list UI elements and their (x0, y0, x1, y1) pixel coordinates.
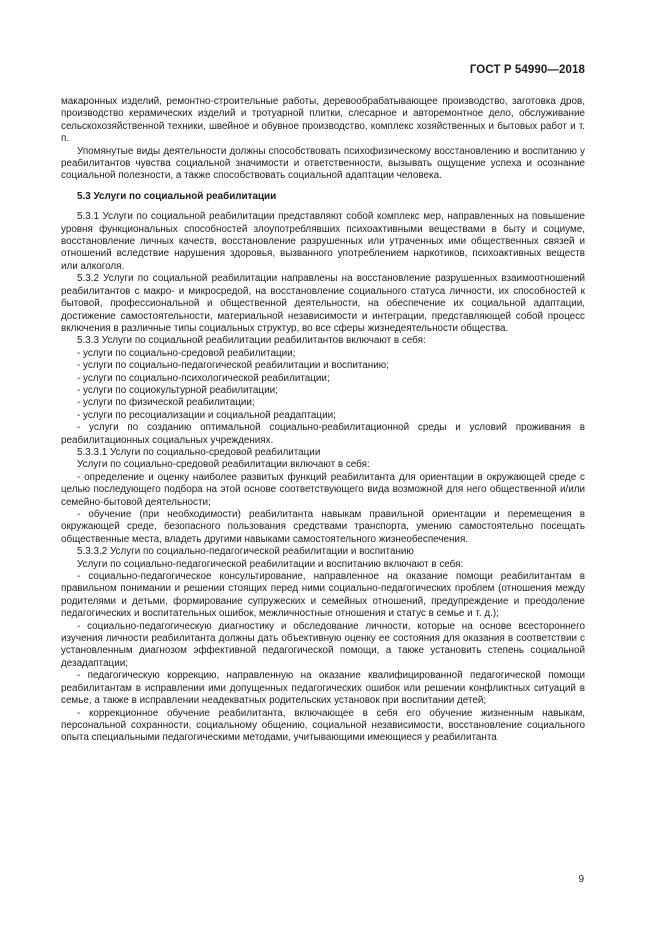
list-item: - услуги по социально-психологической реабилитации; (77, 372, 330, 384)
document-body (61, 96, 585, 745)
paragraph: 5.3.2 Услуги по социальной реабилитации направлены на восстановление разрушенных взаимоотношений реабилитантов с макро- и микросредой, на восстановление социального статуса личности, их способностей к бытовой, профессиональной и общественной деятельности, на обеспечение их социальной адаптации, достижение самостоятельности, материальной независимости и интеграции, представляющей собой процесс включения в различные типы социальных структур, во все сферы жизнедеятельности общества. (61, 273, 585, 334)
list-item: - услуги по созданию оптимальной социально-реабилитационной среды и условий проживания в реабилитационных социальных учреждениях. (61, 422, 585, 446)
section-heading: 5.3 Услуги по социальной реабилитации (77, 190, 277, 202)
paragraph: Услуги по социально-средовой реабилитации включают в себя: (77, 459, 370, 471)
list-item: - услуги по социокультурной реабилитации; (77, 384, 278, 396)
paragraph: Упомянутые виды деятельности должны способствовать психофизическому восстановлению и воспитанию у реабилитантов чувства социальной значимости и ответственности, вызывать ощущение успеха и осознание социальной полезности, а также способствовать социальной адаптации человека. (61, 145, 585, 182)
list-item: - обучение (при необходимости) реабилитанта навыкам правильной ориентации и перемещения в окружающей среде, безопасного пользования средствами транспорта, умению самостоятельно посещать общественные места, владеть другими навыками самостоятельного жизнеобеспечения. (61, 509, 585, 545)
list-item: - услуги по физической реабилитации; (77, 397, 255, 409)
list-item: - социально-педагогическое консультирование, направленное на оказание помощи реабилитантам в правильном понимании и решении стоящих перед ними социально-педагогических проблем (отношения между родителями и детьми, формирование супружеских и семейных отношений, предупреждение и преодоление педагогических и воспитательных ошибок, межличностные отношения и статус в семье и т. д.); (61, 571, 585, 620)
paragraph: 5.3.3 Услуги по социальной реабилитации реабилитантов включают в себя: (77, 335, 426, 347)
list-item: - коррекционное обучение реабилитанта, включающее в себя его обучение жизненным навыкам, персональной сохранности, социальному общению, социальной независимости, восстановление социального опыта специальными педагогическими методами, учитывающими имеющиеся у реабилитанта (61, 707, 585, 744)
paragraph: макаронных изделий, ремонтно-строительные работы, деревообрабатывающее производство, заготовка дров, производство керамических изделий и тротуарной плитки, слесарное и авторемонтное дело, обслуживание сельскохозяйственной техники, швейное и обувное производство, комплекс хозяйственных и бытовых работ и т. п. (61, 96, 585, 145)
list-item: - социально-педагогическую диагностику и обследование личности, которые на основе всестороннего изучения личности реабилитанта должны дать объективную оценку ее состояния для оказания в соответствии с установленным диагнозом эффективной педагогической помощи, а также установить степень социальной дезадаптации; (61, 620, 585, 669)
list-item: - педагогическую коррекцию, направленную на оказание квалифицированной педагогической помощи реабилитантам в исправлении ими допущенных педагогических ошибок или решении конфликтных ситуаций в семье, а также в исправлении неадекватных родительских установок при воспитании детей; (61, 670, 585, 707)
document-standard-id: ГОСТ Р 54990—2018 (469, 64, 585, 76)
paragraph: Услуги по социально-педагогической реабилитации и воспитанию включают в себя: (77, 558, 464, 570)
list-item: - услуги по социально-педагогической реабилитации и воспитанию; (77, 360, 389, 372)
list-item: - услуги по ресоциализации и социальной реадаптации; (77, 409, 336, 421)
list-item: - услуги по социально-средовой реабилитации; (77, 347, 296, 359)
list-item: - определение и оценку наиболее развитых функций реабилитанта для ориентации в окружающей среде с целью последующего подбора на этой основе соответствующего вида возможной для него общественной и/или семейно-бытовой деятельности; (61, 471, 585, 508)
subsection-heading: 5.3.3.2 Услуги по социально-педагогической реабилитации и воспитанию (77, 546, 414, 558)
subsection-heading: 5.3.3.1 Услуги по социально-средовой реабилитации (77, 446, 321, 458)
paragraph: 5.3.1 Услуги по социальной реабилитации представляют собой комплекс мер, направленных на повышение уровня функциональных способностей злоупотреблявших психоактивными веществами в быту и социуме, восстановление личных качеств, восстановление разрушенных или утраченных ими общественных связей и отношений вследствие нарушения здоровья, вызванного употреблением наркотиков, психоактивных веществ или алкоголя. (61, 211, 585, 272)
page-number: 9 (578, 874, 584, 885)
